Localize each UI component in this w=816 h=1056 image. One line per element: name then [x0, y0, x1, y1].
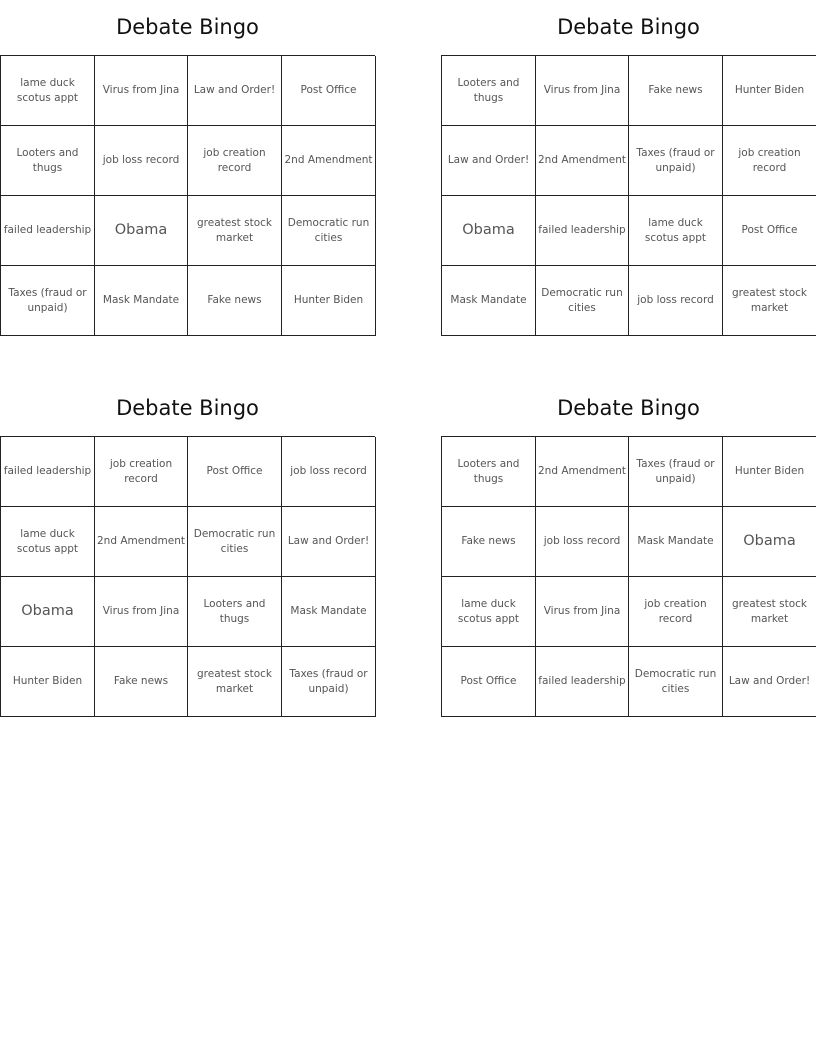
bingo-cell: lame duck scotus appt [1, 56, 95, 126]
bingo-cell: greatest stock market [723, 577, 816, 647]
card-title: Debate Bingo [557, 15, 700, 39]
bingo-cell: Fake news [629, 56, 723, 126]
bingo-cell: Taxes (fraud or unpaid) [282, 647, 376, 717]
bingo-cell: 2nd Amendment [282, 126, 376, 196]
bingo-cell: Law and Order! [282, 507, 376, 577]
bingo-cell: Mask Mandate [95, 266, 188, 336]
bingo-cell: job loss record [629, 266, 723, 336]
bingo-cell: Democratic run cities [282, 196, 376, 266]
bingo-free-cell: Obama [1, 577, 95, 647]
bingo-cell: 2nd Amendment [536, 126, 629, 196]
bingo-cell: Looters and thugs [442, 437, 536, 507]
bingo-cell: Democratic run cities [536, 266, 629, 336]
bingo-cell: Hunter Biden [723, 437, 816, 507]
bingo-card-3 [0, 381, 375, 717]
bingo-cell: Law and Order! [188, 56, 282, 126]
bingo-grid [0, 436, 375, 717]
bingo-cell: greatest stock market [723, 266, 816, 336]
bingo-card-4 [441, 381, 816, 717]
bingo-cell: Taxes (fraud or unpaid) [629, 126, 723, 196]
bingo-cell: job creation record [629, 577, 723, 647]
bingo-cell: lame duck scotus appt [1, 507, 95, 577]
bingo-cell: job loss record [282, 437, 376, 507]
bingo-cell: Post Office [442, 647, 536, 717]
bingo-cell: Hunter Biden [1, 647, 95, 717]
bingo-cell: Hunter Biden [282, 266, 376, 336]
bingo-cell: job loss record [95, 126, 188, 196]
bingo-cell: Fake news [442, 507, 536, 577]
bingo-free-cell: Obama [723, 507, 816, 577]
bingo-card-2 [441, 0, 816, 336]
bingo-cell: Taxes (fraud or unpaid) [629, 437, 723, 507]
bingo-cell: Looters and thugs [188, 577, 282, 647]
bingo-card-1 [0, 0, 375, 336]
bingo-cell: Post Office [282, 56, 376, 126]
bingo-cell: Mask Mandate [442, 266, 536, 336]
bingo-cell: Looters and thugs [442, 56, 536, 126]
bingo-cell: Post Office [188, 437, 282, 507]
bingo-cell: Virus from Jina [536, 56, 629, 126]
bingo-cell: failed leadership [536, 196, 629, 266]
bingo-cell: job creation record [95, 437, 188, 507]
card-title: Debate Bingo [116, 396, 259, 420]
bingo-cell: failed leadership [536, 647, 629, 717]
bingo-cell: Mask Mandate [629, 507, 723, 577]
bingo-cell: Virus from Jina [95, 56, 188, 126]
bingo-cell: Mask Mandate [282, 577, 376, 647]
bingo-cell: 2nd Amendment [95, 507, 188, 577]
bingo-cell: job creation record [188, 126, 282, 196]
bingo-cell: Fake news [188, 266, 282, 336]
bingo-cell: job loss record [536, 507, 629, 577]
bingo-cell: Taxes (fraud or unpaid) [1, 266, 95, 336]
bingo-cell: Post Office [723, 196, 816, 266]
bingo-cell: lame duck scotus appt [442, 577, 536, 647]
bingo-cell: Democratic run cities [629, 647, 723, 717]
bingo-cell: failed leadership [1, 437, 95, 507]
bingo-grid [0, 55, 375, 336]
bingo-cell: failed leadership [1, 196, 95, 266]
card-title: Debate Bingo [116, 15, 259, 39]
bingo-cell: 2nd Amendment [536, 437, 629, 507]
bingo-grid [441, 436, 816, 717]
bingo-cell: Virus from Jina [536, 577, 629, 647]
bingo-cell: Law and Order! [723, 647, 816, 717]
bingo-cell: Looters and thugs [1, 126, 95, 196]
bingo-cell: Virus from Jina [95, 577, 188, 647]
bingo-cell: greatest stock market [188, 196, 282, 266]
bingo-free-cell: Obama [442, 196, 536, 266]
bingo-cell: Democratic run cities [188, 507, 282, 577]
bingo-grid [441, 55, 816, 336]
bingo-cell: Hunter Biden [723, 56, 816, 126]
card-title: Debate Bingo [557, 396, 700, 420]
bingo-free-cell: Obama [95, 196, 188, 266]
bingo-cell: Fake news [95, 647, 188, 717]
bingo-cell: greatest stock market [188, 647, 282, 717]
bingo-cell: job creation record [723, 126, 816, 196]
bingo-cell: lame duck scotus appt [629, 196, 723, 266]
bingo-cell: Law and Order! [442, 126, 536, 196]
